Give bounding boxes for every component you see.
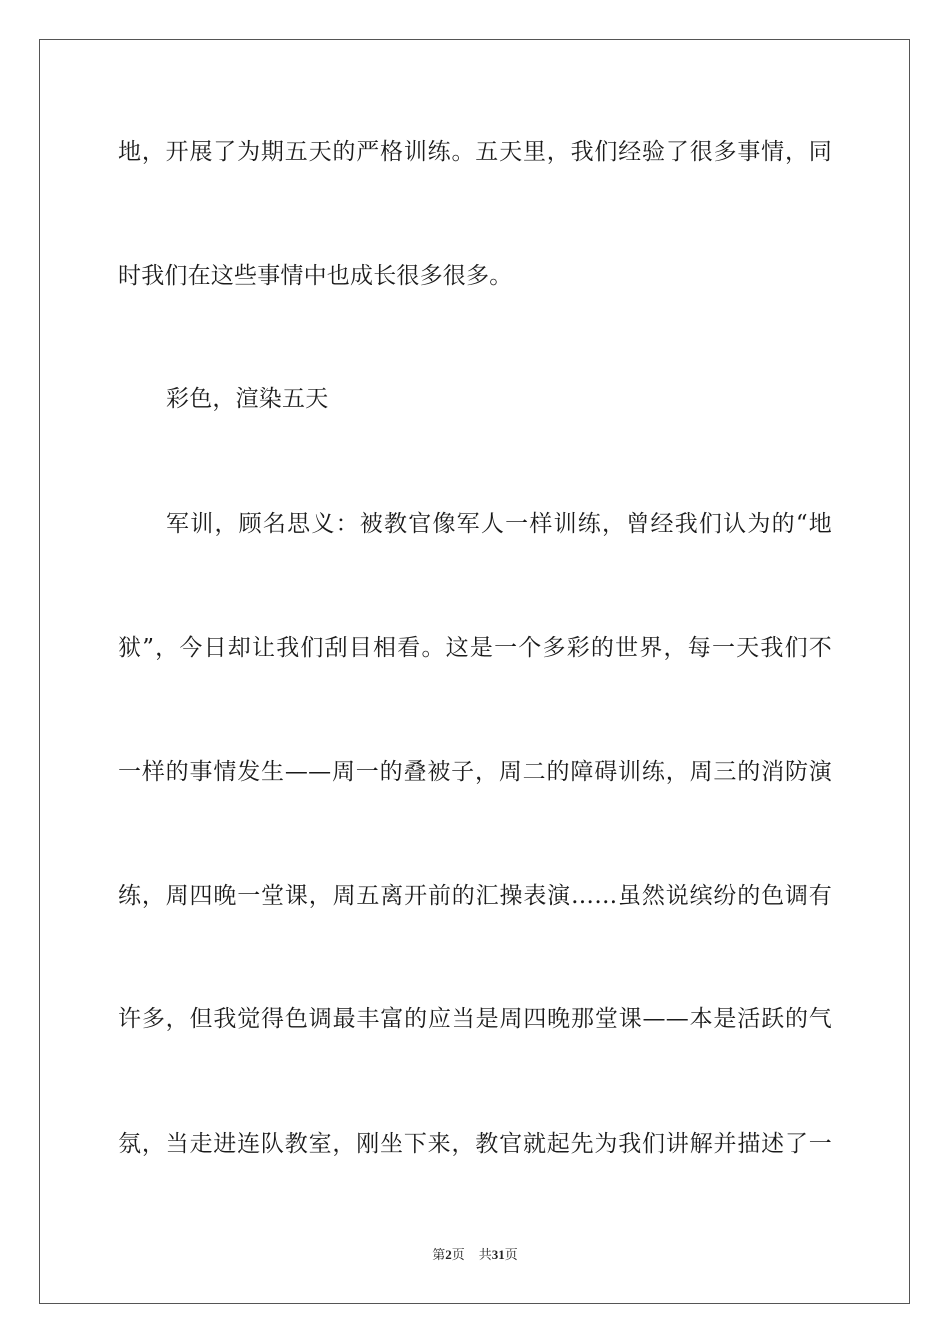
body-text-line-2: 时我们在这些事情中也成长很多很多。: [118, 263, 513, 289]
page-prefix: 第: [432, 1248, 446, 1263]
total-prefix: 共: [478, 1248, 492, 1263]
total-pages-number: 31: [491, 1247, 505, 1262]
body-text-line-6: 一样的事情发生——周一的叠被子，周二的障碍训练，周三的消防演: [118, 759, 832, 785]
body-text-line-9: 氛，当走进连队教室，刚坐下来，教官就起先为我们讲解并描述了一: [118, 1131, 832, 1157]
current-page-number: 2: [445, 1247, 452, 1262]
page-border: [39, 39, 910, 1304]
page-suffix: 页: [451, 1248, 465, 1263]
page-footer: [0, 1246, 950, 1265]
body-text-line-7: 练，周四晚一堂课，周五离开前的汇操表演……虽然说缤纷的色调有: [118, 883, 832, 909]
body-text-line-4: 军训，顾名思义：被教官像军人一样训练，曾经我们认为的“地: [166, 511, 832, 537]
body-text-line-8: 许多，但我觉得色调最丰富的应当是周四晚那堂课——本是活跃的气: [118, 1006, 832, 1032]
total-suffix: 页: [504, 1248, 518, 1263]
body-text-line-1: 地，开展了为期五天的严格训练。五天里，我们经验了很多事情，同: [118, 139, 832, 165]
body-text-line-5: 狱”，今日却让我们刮目相看。这是一个多彩的世界，每一天我们不: [118, 635, 832, 661]
section-heading: 彩色，渲染五天: [166, 386, 329, 412]
